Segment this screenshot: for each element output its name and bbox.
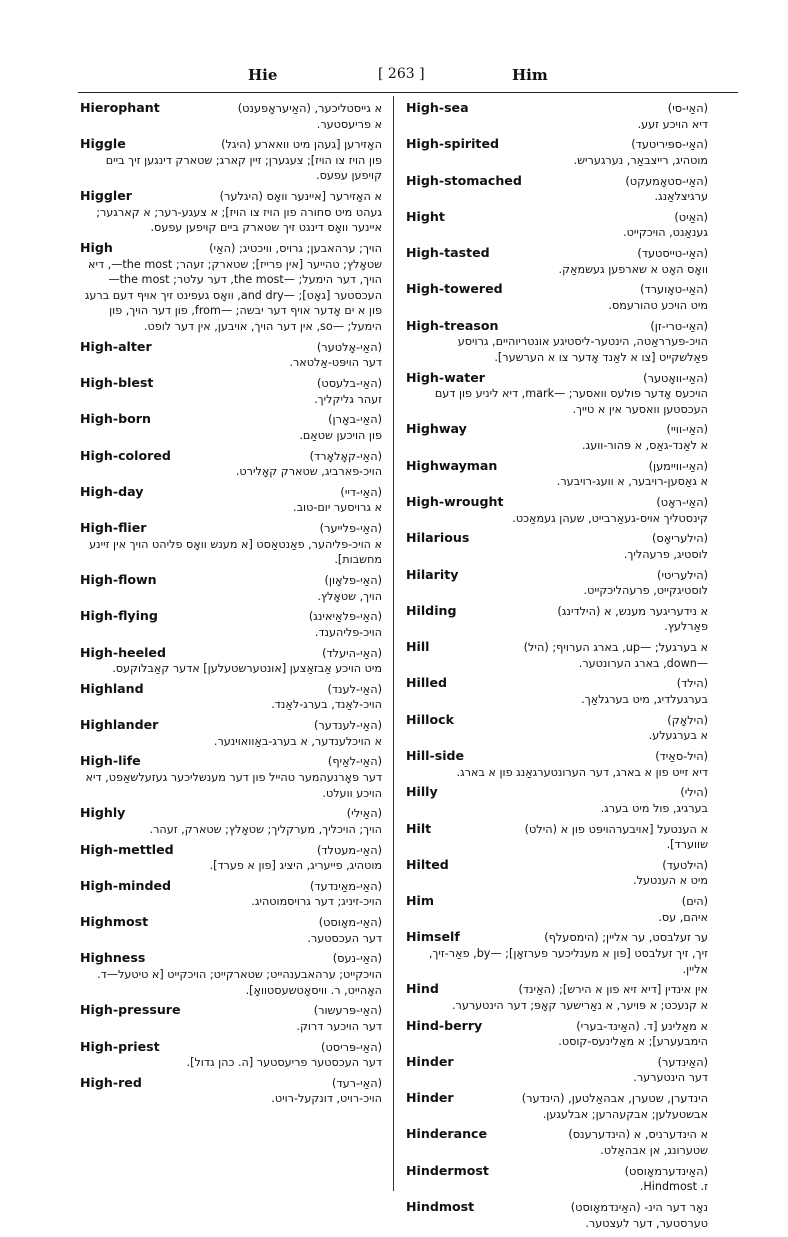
pronunciation: (האַי-פלייער) [319,522,382,536]
definition: א בערגעלע. [648,729,708,743]
headword: High-mettled [80,841,174,857]
pronunciation: (הילעריטי) [657,568,708,582]
headword: High [80,240,113,256]
entry-head [406,603,708,620]
headword: High-tasted [406,245,490,261]
left-column [80,100,382,1111]
headword: Highness [80,950,146,966]
pronunciation: האָזירען [געהן מיט וואארע (היגל) [221,138,382,152]
pronunciation: א נידעריגער מענש, א (הילדינג) [557,604,708,618]
headword: High-pressure [80,1002,181,1018]
guide-word-right: Him [512,66,548,84]
pronunciation: א האָזירער [איינער וואָס (היגלער) [219,190,382,204]
entry-head [406,1018,708,1035]
definition: א פריעסטער. [316,117,382,131]
entry-head [80,842,382,859]
pronunciation: (האַי-בלעסט) [316,376,382,390]
entry-head [80,339,382,356]
pronunciation: (האַי-ספּיריטעד) [631,138,708,152]
entry-head [80,645,382,662]
dictionary-entry [406,639,708,671]
entry-head [80,484,382,501]
entry-head [80,1075,382,1092]
definition: שטאָלץ; טהייער [אין פרייז]; שטארק; זעהר; the most—, דיא הויך, דער הימעל; —the most, דער עלטר; the most— העכסטער [גאָט]; —and dry, וואָס געפינט זיך אויף דעם ברעג פון א ים אָדער אויף דער יבשה; —from, פון דער הויך, פון הימעל; —so, אין דער הויך, אויבען, אין דער לופט. [84,257,382,333]
entry-head [80,100,382,117]
dictionary-entry [406,173,708,205]
dictionary-entry [80,100,382,132]
entry-head [406,1126,708,1143]
pronunciation: (האַי-טאָוערד) [640,283,708,297]
entry-head [406,639,708,656]
entry-head [80,188,382,205]
definition: גענאַנט, הויכקייט. [623,226,708,240]
pronunciation: (הילי) [680,786,708,800]
entry-head [406,1054,708,1071]
dictionary-entry [406,567,708,599]
entry-head [80,681,382,698]
entry-head [80,805,382,822]
entry-head [80,411,382,428]
pronunciation: ער זעלבסט, ער אליין; (הימסעלף) [544,931,708,945]
headword: High-flier [80,520,147,536]
pronunciation: (הילטעד) [662,858,708,872]
headword: High-priest [80,1038,160,1054]
dictionary-entry [80,484,382,516]
definition: זעהר גליקליך. [314,392,382,406]
headword: High-water [406,369,485,385]
definition: לוסטיגקייט, פרעהליכקייט. [583,584,708,598]
definition: א גרויסער יום-טוב. [293,501,382,515]
definition: מיט הויכע אַבזאַצען [אונטערשטעלען] אדער קאַבלוקעס. [112,662,382,676]
dictionary-entry [406,603,708,635]
entry-head [80,375,382,392]
headword: Hilarious [406,530,470,546]
pronunciation: (האַי-וואָטער) [643,371,708,385]
entry-head [406,712,708,729]
pronunciation: (האַי-טרי-זן) [650,319,708,333]
entry-head [80,520,382,537]
definition: פון הויז צו הויז]; צעגערן; זיין קארג; שטארק דינגען זיך ביים קויפען עפעס. [105,153,382,183]
headword: High-blest [80,374,154,390]
headword: Hilding [406,602,457,618]
right-column [406,100,708,1235]
dictionary-entry [80,448,382,480]
entry-head [80,914,382,931]
definition: דיא הויכע זעע. [637,117,708,131]
entry-head [406,458,708,475]
pronunciation: (האַי-דיי) [340,485,382,499]
definition: הויכ-רויט, דונקעל-רויט. [271,1092,382,1106]
entry-head [406,929,708,946]
headword: Hill-side [406,747,465,763]
definition: פאַרלעץ. [664,620,708,634]
entry-head [406,209,708,226]
headword: Highmost [80,914,149,930]
entry-head [406,748,708,765]
definition: הויכ-זיניג; דער גרויסמוטהיג. [251,895,382,909]
dictionary-entry [406,458,708,490]
dictionary-entry [406,1054,708,1086]
headword: Highland [80,680,144,696]
entry-head [406,567,708,584]
headword: High-sea [406,100,469,115]
dictionary-entry [406,136,708,168]
headword: High-red [80,1074,142,1090]
dictionary-entry [80,608,382,640]
definition: מוטהיג, פייעריג, היציג [פון א פערד]. [209,859,382,873]
pronunciation: (הילעריאָס) [652,532,708,546]
dictionary-entry [406,981,708,1013]
definition: הויך, שטאָלץ. [317,589,382,603]
definition: מיט א הענטעל. [633,874,708,888]
definition: קינסטליך אויס-געאַרבייט, שעהן געמאַכט. [512,511,708,525]
dictionary-entry [406,530,708,562]
definition: ז. Hindmost. [639,1180,708,1194]
dictionary-entry [406,494,708,526]
dictionary-entry [80,753,382,801]
definition: דער הויכער דרוק. [296,1019,382,1033]
dictionary-entry [80,411,382,443]
headword: High-day [80,483,144,499]
definition: הויכעס אָדער פולעס וואסער; —mark, דיא ליניע פון דעם העכסטען וואסער אין א טייך. [434,387,708,416]
headword: Hinder [406,1053,454,1069]
dictionary-entry [406,784,708,816]
dictionary-entry [80,878,382,910]
dictionary-entry [80,520,382,568]
dictionary-entry [80,950,382,998]
pronunciation: (הים) [681,895,708,909]
dictionary-entry [406,245,708,277]
entry-head [406,1090,708,1107]
headword: High-alter [80,338,152,354]
pronunciation: (האַי-אָלטער) [316,340,382,354]
pronunciation: א הענטעל [אויבערהויפּט פון א (הילט) [524,822,708,836]
definition: א קנעכט; א פּויער, א נאַרישער קאָפּ; דער הינטערער. [451,998,708,1012]
definition: ערגיצלאַנג. [654,190,708,204]
dictionary-entry [406,100,708,132]
entry-head [406,530,708,547]
definition: איהם, עס. [658,910,708,924]
headword: High-flying [80,608,158,624]
dictionary-entry [80,1075,382,1107]
entry-head [80,608,382,625]
dictionary-entry [406,1163,708,1195]
pronunciation: (האַי-רעד) [332,1076,382,1090]
headword: Hillock [406,711,454,727]
dictionary-entry [406,1126,708,1158]
entry-head [406,1199,708,1216]
definition: בערגעלדיג, מיט בערגלאַך. [581,693,708,706]
pronunciation: (האַינדערמאָוסט) [624,1164,708,1178]
pronunciation: א מאַלינע [ד. (האַינד-בערי) [576,1019,708,1033]
pronunciation: (האַי-סטאָמעקט) [625,174,708,188]
definition: זיך, זיך זעלבסט [פון א מענליכער פערזאָן]; —by, פאַר-זיך, אליין. [428,946,708,976]
headword: Hilarity [406,566,459,582]
pronunciation: אין אינדין [דיא זיא פון א הירש]; (האַינד) [518,983,708,997]
definition: א לאַנד-גאַס, א פּהור-וועג. [582,439,708,453]
dictionary-entry [80,681,382,713]
definition: הויכ-פליהענד. [314,625,382,639]
headword: High-stomached [406,172,522,188]
dictionary-entry [80,1002,382,1034]
entry-head [80,753,382,770]
definition: שטערונג, אן אבהאַלט. [600,1143,708,1157]
header-rule [78,92,738,93]
pronunciation: (האַי-באָרן) [328,413,382,427]
entry-head [406,1163,708,1180]
entry-head [406,245,708,262]
entry-head [80,136,382,153]
definition: דער הינטערער. [633,1071,708,1085]
headword: Himself [406,929,460,945]
headword: Hindmost [406,1198,475,1214]
definition: לוסטיג, פרעהליך. [623,547,708,561]
definition: דיא זייט פון א בארג, דער הערונטערגאַנג פון א בארג. [456,765,708,779]
dictionary-entry [406,370,708,418]
headword: Higgle [80,136,126,152]
pronunciation: (האַי-מעטלד) [316,843,382,857]
entry-head [80,1002,382,1019]
pronunciation: (האַי-לאַיף) [327,755,382,769]
entry-head [80,950,382,967]
definition: הויכ-פארביג, שטארק קאָלירט. [235,465,382,479]
entry-head [406,981,708,998]
definition: דער העכסטער פריעסטער [ה. כהן גדול]. [186,1056,382,1070]
pronunciation: (האַי-נעס) [332,952,382,966]
definition: א הויכלענדער, א בערג-באַוואוינער. [213,734,382,748]
definition: געהט מיט סחורה פון הויז צו הויז]; א צעגע-רער; א קארגער; איינער וואָס דינגט זיך שטארק ביים קויפען עפעס. [96,205,382,235]
headword: High-colored [80,447,171,463]
pronunciation: (האַי-פלאָון) [324,573,382,587]
headword: Hill [406,639,430,655]
definition: מיט הויכע טהורעמס. [608,299,708,312]
pronunciation: (האַי-פּריסט) [321,1040,382,1054]
dictionary-entry [80,339,382,371]
entry-head [406,318,708,335]
entry-head [406,421,708,438]
pronunciation: (האַי-פלאַיאינג) [308,610,382,624]
pronunciation: (האַי-לענדער) [314,719,382,733]
headword: Highway [406,421,467,437]
entry-head [80,240,382,257]
dictionary-entry [80,805,382,837]
entry-head [80,717,382,734]
pronunciation: (האַי-ראָט) [656,496,708,509]
dictionary-entry [406,893,708,925]
pronunciation: (האַיט) [674,210,708,224]
pronunciation: (האַי-וויימען) [648,459,708,473]
dictionary-entry [80,188,382,236]
headword: High-born [80,411,151,427]
entry-head [406,821,708,838]
dictionary-entry [406,421,708,453]
pronunciation: (האַי-וויי) [666,423,708,437]
dictionary-entry [406,712,708,744]
headword: Highly [80,805,126,821]
dictionary-entry [80,842,382,874]
dictionary-entry [80,717,382,749]
pronunciation: (הילד) [676,677,708,691]
headword: High-treason [406,317,499,333]
pronunciation: (האַי-קאָלאָרד) [309,449,382,463]
pronunciation: (האַי-לענד) [327,682,382,696]
dictionary-entry [80,375,382,407]
definition: הויך; הויכליך, מערקליך; שטאָלץ; שטארק, זעהר. [149,822,382,836]
entry-head [406,173,708,190]
headword: High-life [80,753,141,769]
column-divider [393,96,394,1191]
entry-head [406,857,708,874]
headword: Hilly [406,784,438,800]
definition: דער פאָרנעהמער טהייל פון דער מענשליכער געזעלשאַפט, דיא הויכע וועלט. [85,770,382,800]
entry-head [406,281,708,298]
dictionary-entry [406,1199,708,1231]
entry-head [80,572,382,589]
headword: Highlander [80,717,159,733]
definition: טערסטער, דער לעצטער. [585,1216,708,1230]
guide-word-left: Hie [248,66,278,84]
pronunciation: א גייסטליכער, (האַיעראָפענט) [237,102,382,115]
entry-head [406,784,708,801]
entry-head [80,878,382,895]
page-number: [ 263 ] [378,66,425,82]
dictionary-entry [406,209,708,241]
pronunciation: (האַי-פּרעשור) [313,1004,382,1018]
entry-head [406,370,708,387]
definition: אבשטעלען; אבקעהרען; אבלעגען. [542,1107,708,1121]
headword: Higgler [80,188,132,204]
headword: Him [406,893,434,909]
headword: Hind-berry [406,1017,483,1033]
headword: Hindermost [406,1162,489,1178]
entry-head [406,136,708,153]
headword: Hind [406,981,439,997]
definition: —down, בארג הערונטער. [578,656,708,670]
definition: א הויכ-פליהער, פאַנטאַסט [א מענש וואָס פליהט הויך אין זיינע מחשבות]. [89,537,382,567]
pronunciation: (הילאָק) [667,713,708,727]
dictionary-entry [406,1018,708,1050]
definition: הויכ-פערראַטה, הינטער-ליסטיגע אונטריוהיים, גרויסע פאַלשקייט [צו א לאַנד אָדער צו א הערשער]. [457,335,708,364]
definition: הויכ-לאַנד, בערג-לאַנד. [271,698,382,712]
headword: High-spirited [406,136,499,152]
definition: א גאַסען-רויבער, א וועג-רויבער. [556,475,708,489]
entry-head [406,675,708,692]
entry-head [406,893,708,910]
headword: Hilted [406,856,449,872]
pronunciation: (היל-סאַיד) [655,749,708,763]
dictionary-entry [406,281,708,313]
entry-head [80,1039,382,1056]
definition: וואָס האָט א שארפען געשמאַק. [558,262,708,276]
dictionary-entry [80,136,382,184]
dictionary-entry [406,318,708,366]
definition: דער העכסטער. [307,931,382,945]
definition: דער הויפּט-אַלטאר. [289,356,382,370]
headword: High-towered [406,281,503,297]
pronunciation: (האַילי) [346,807,382,821]
dictionary-entry [80,572,382,604]
headword: Hilt [406,820,432,836]
pronunciation: (האַי-מאָוסט) [318,916,382,930]
dictionary-entry [80,1039,382,1071]
pronunciation: הינדערן, שטערן, אבהאַלטען, (הינדער) [521,1092,708,1106]
dictionary-entry [406,1090,708,1122]
headword: High-minded [80,877,172,893]
definition: פון הויכען שטאַם. [299,428,382,442]
dictionary-entry [406,675,708,707]
headword: Hinder [406,1090,454,1106]
headword: Highwayman [406,457,498,473]
headword: Hinderance [406,1126,488,1142]
pronunciation: (האַי-טייסטעד) [637,247,708,261]
definition: הימבעערע]; א מאַלינעס-קוסט. [558,1035,708,1049]
pronunciation: (האַי-מאַינדעד) [309,879,382,893]
headword: Hilled [406,675,448,691]
entry-head [406,494,708,511]
dictionary-entry [406,821,708,853]
headword: High-heeled [80,644,166,660]
pronunciation: הויך; ערהאבען; גרויס, וויכטיג; (האַי) [209,242,382,256]
dictionary-entry [406,929,708,977]
headword: Hierophant [80,100,160,115]
dictionary-entry [80,645,382,677]
pronunciation: א בערגעל; —up, בארג הערויף; (היל) [523,641,708,655]
definition: בערגיג, פול מיט בערג. [600,801,708,815]
pronunciation: (האַי-סי) [667,102,708,115]
dictionary-entry [80,914,382,946]
definition: הויכקייט; ערהאבענהייט; שטארקייט; הויכקייט [א טיטעל—ד. האָהייט, ר. וויסאָטשעסטוואָ]. [97,967,382,997]
pronunciation: (האַי-היעלד) [322,646,382,660]
headword: High-flown [80,571,157,587]
pronunciation: (האַינדער) [657,1055,708,1069]
pronunciation: נאָר דער הינ- (האַינדמאָוסט) [570,1200,708,1214]
definition: שווערד]. [666,838,708,852]
dictionary-entry [80,240,382,335]
entry-head [406,100,708,117]
pronunciation: א הינדערניס, א (הינדערענס) [568,1128,708,1142]
headword: Hight [406,208,445,224]
headword: High-wrought [406,494,504,509]
entry-head [80,448,382,465]
dictionary-entry [406,748,708,780]
dictionary-entry [406,857,708,889]
definition: מוטהיג, רייצבאַר, נערגעריש. [573,153,708,167]
